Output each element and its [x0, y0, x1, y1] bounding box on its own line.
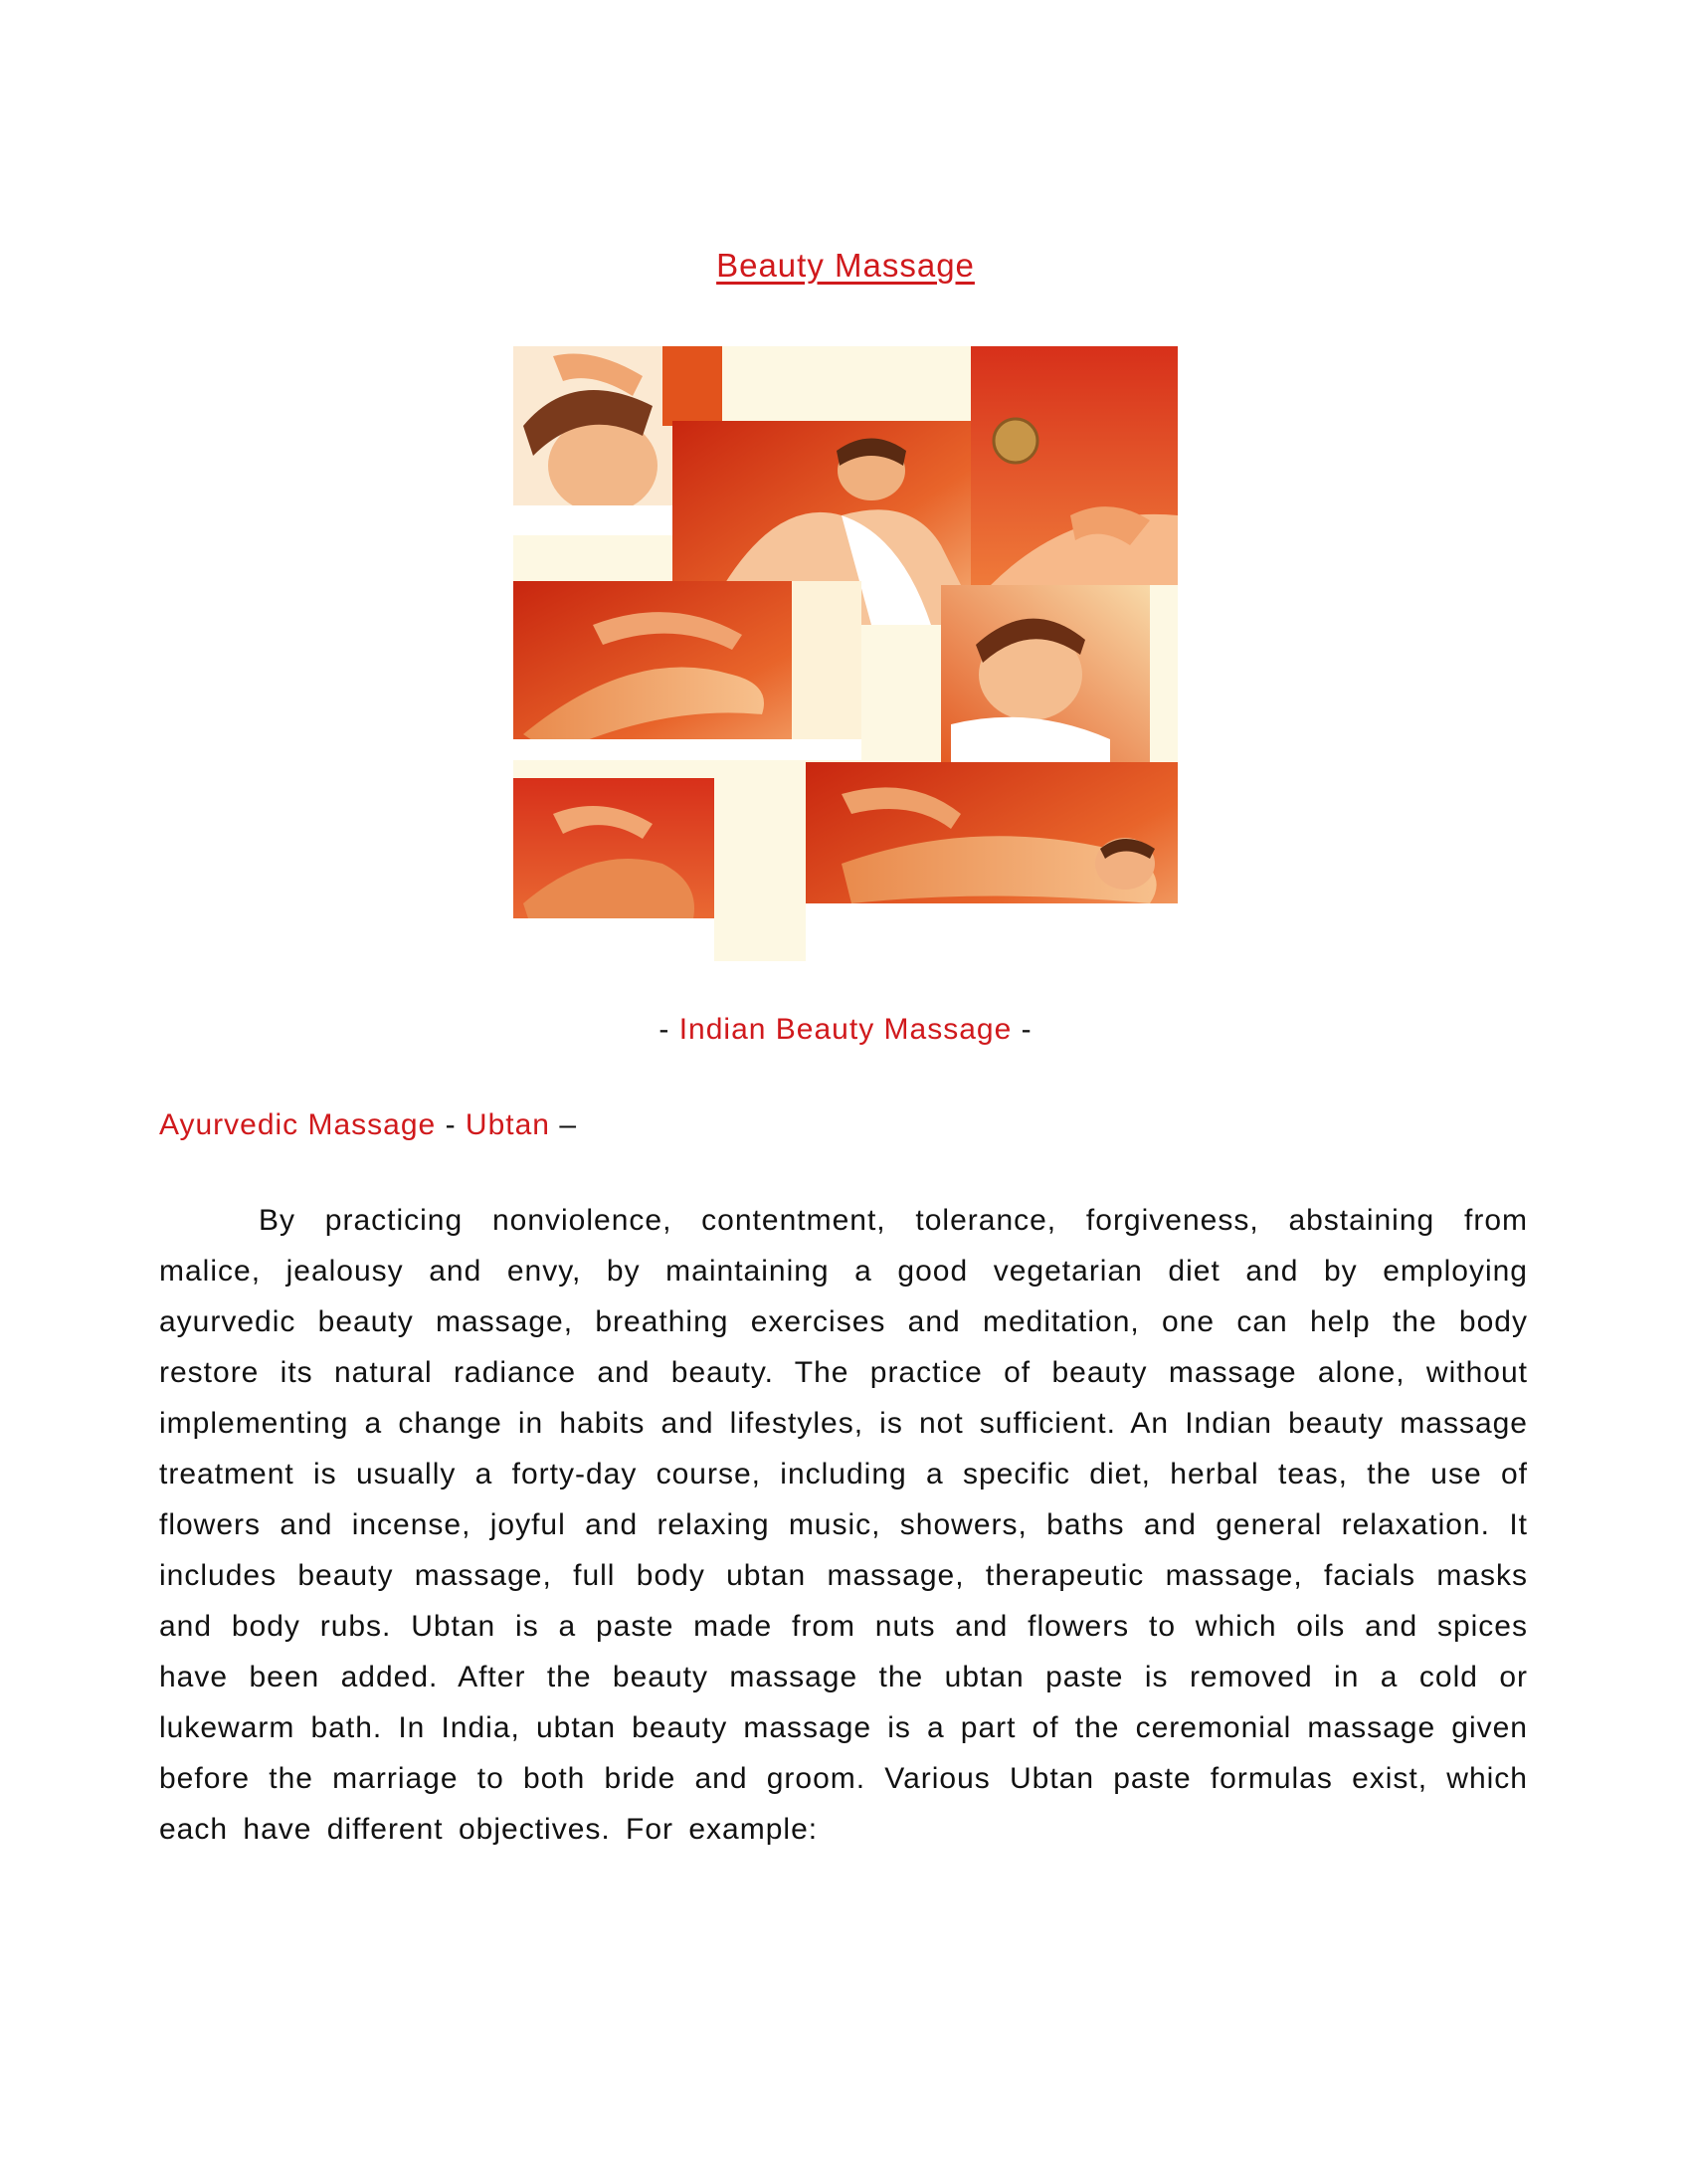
body-paragraph: By practicing nonviolence, contentment, tolerance, forgiveness, abstaining from malice, jealousy and envy, by maintaining a good vegetarian diet and by employing ayurvedic beauty massage, breathing exercises and meditation, one can help the body restore its natural radiance and beauty. The practice of beauty massage alone, without implementing a change in habits and lifestyles, is not sufficient. An Indian beauty massage treatment is usually a forty-day course, including a specific diet, herbal teas, the use of flowers and incense, joyful and relaxing music, showers, baths and general relaxation. It includes beauty massage, full body ubtan massage, therapeutic massage, facials masks and body rubs. Ubtan is a paste made from nuts and flowers to which oils and spices have been added. After the beauty massage the ubtan paste is removed in a cold or lukewarm bath. In India, ubtan beauty massage is a part of the ceremonial massage given before the marriage to both bride and groom. Various Ubtan paste formulas exist, which each have different objectives. For example:: [159, 1204, 1528, 1846]
collage-panel-legs: [513, 581, 861, 760]
collage-panel-back-massage-left: [513, 778, 714, 961]
collage-panel-face-right: [941, 585, 1178, 764]
section-heading-ubtan: Ubtan: [465, 1108, 550, 1141]
caption-prefix: -: [658, 1013, 679, 1046]
section-heading-ayurvedic: Ayurvedic Massage: [159, 1108, 437, 1141]
section-heading-suffix: –: [549, 1108, 578, 1141]
caption-suffix: -: [1012, 1013, 1033, 1046]
collage-panel-back-massage-right: [806, 762, 1178, 961]
massage-collage-image: [513, 346, 1178, 961]
page-title: Beauty Massage: [716, 247, 975, 284]
caption-text: Indian Beauty Massage: [678, 1013, 1013, 1046]
collage-panel-oil-bowl: [971, 346, 1178, 585]
section-heading-separator: -: [436, 1108, 466, 1141]
section-heading: [159, 1108, 577, 1142]
image-caption: [0, 1013, 1691, 1047]
